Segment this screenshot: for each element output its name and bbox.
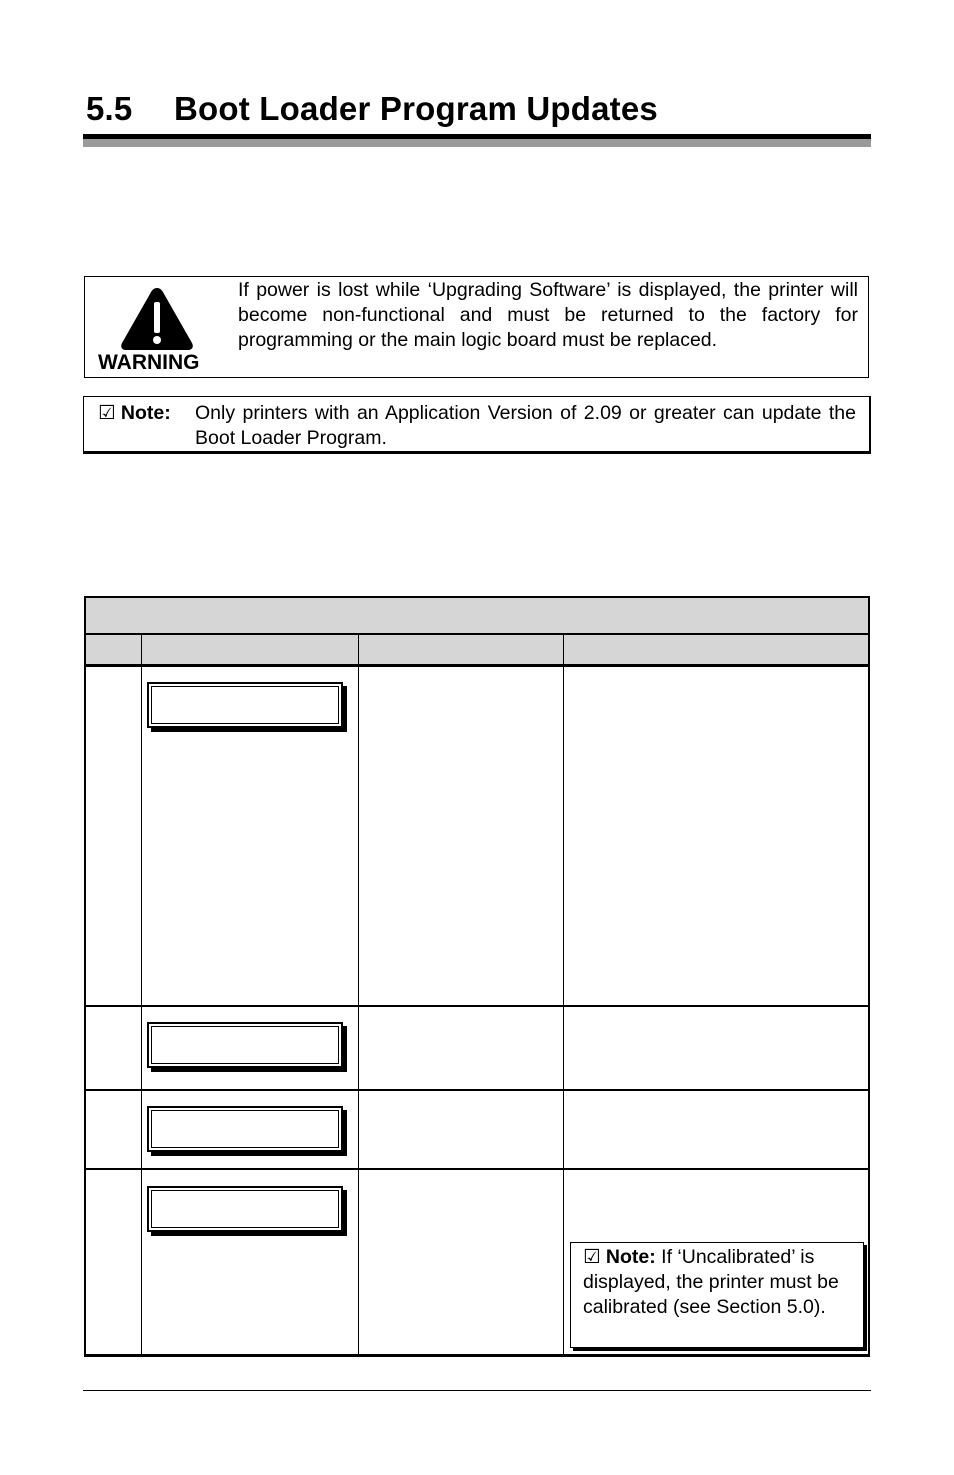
note-label (98, 401, 171, 426)
column-divider (358, 635, 359, 1357)
warning-text: If power is lost while ‘Upgrading Software’ is displayed, the printer will become non-functional and must be returned to the factory for programming or the main logic board must be replaced. (238, 279, 858, 351)
table-title-row (86, 598, 868, 635)
table-header-row (86, 635, 868, 667)
checkbox-icon: ☑ (583, 1246, 601, 1268)
row-divider (86, 1005, 868, 1007)
row-divider (86, 1168, 868, 1170)
table-note-label: Note: (605, 1246, 656, 1268)
row-divider (86, 1089, 868, 1091)
table-note-text: If ‘Uncalibrated’ is displayed, the printer must be calibrated (see Section 5.0). (583, 1246, 839, 1318)
warning-box (84, 276, 869, 378)
table-note-box (570, 1242, 864, 1348)
column-divider (141, 635, 142, 1357)
lcd-display-frame (147, 1186, 343, 1232)
footer-rule (83, 1390, 871, 1391)
lcd-display-frame (147, 1022, 343, 1068)
section-heading (86, 90, 658, 128)
note-text: Only printers with an Application Version of 2.09 or greater can update the Boot Loader Program. (195, 402, 856, 449)
section-title: Boot Loader Program Updates (174, 90, 658, 127)
checkbox-icon: ☑ (98, 402, 116, 424)
lcd-display-frame (147, 1106, 343, 1152)
lcd-display-frame (147, 682, 343, 728)
heading-rule-shadow (83, 139, 871, 147)
procedure-table (84, 596, 870, 1357)
column-divider (563, 635, 564, 1357)
warning-triangle-icon (119, 285, 195, 351)
warning-label: WARNING (98, 351, 200, 374)
section-number: 5.5 (86, 90, 133, 127)
note-label-text: Note: (120, 402, 171, 424)
note-box (83, 396, 871, 454)
